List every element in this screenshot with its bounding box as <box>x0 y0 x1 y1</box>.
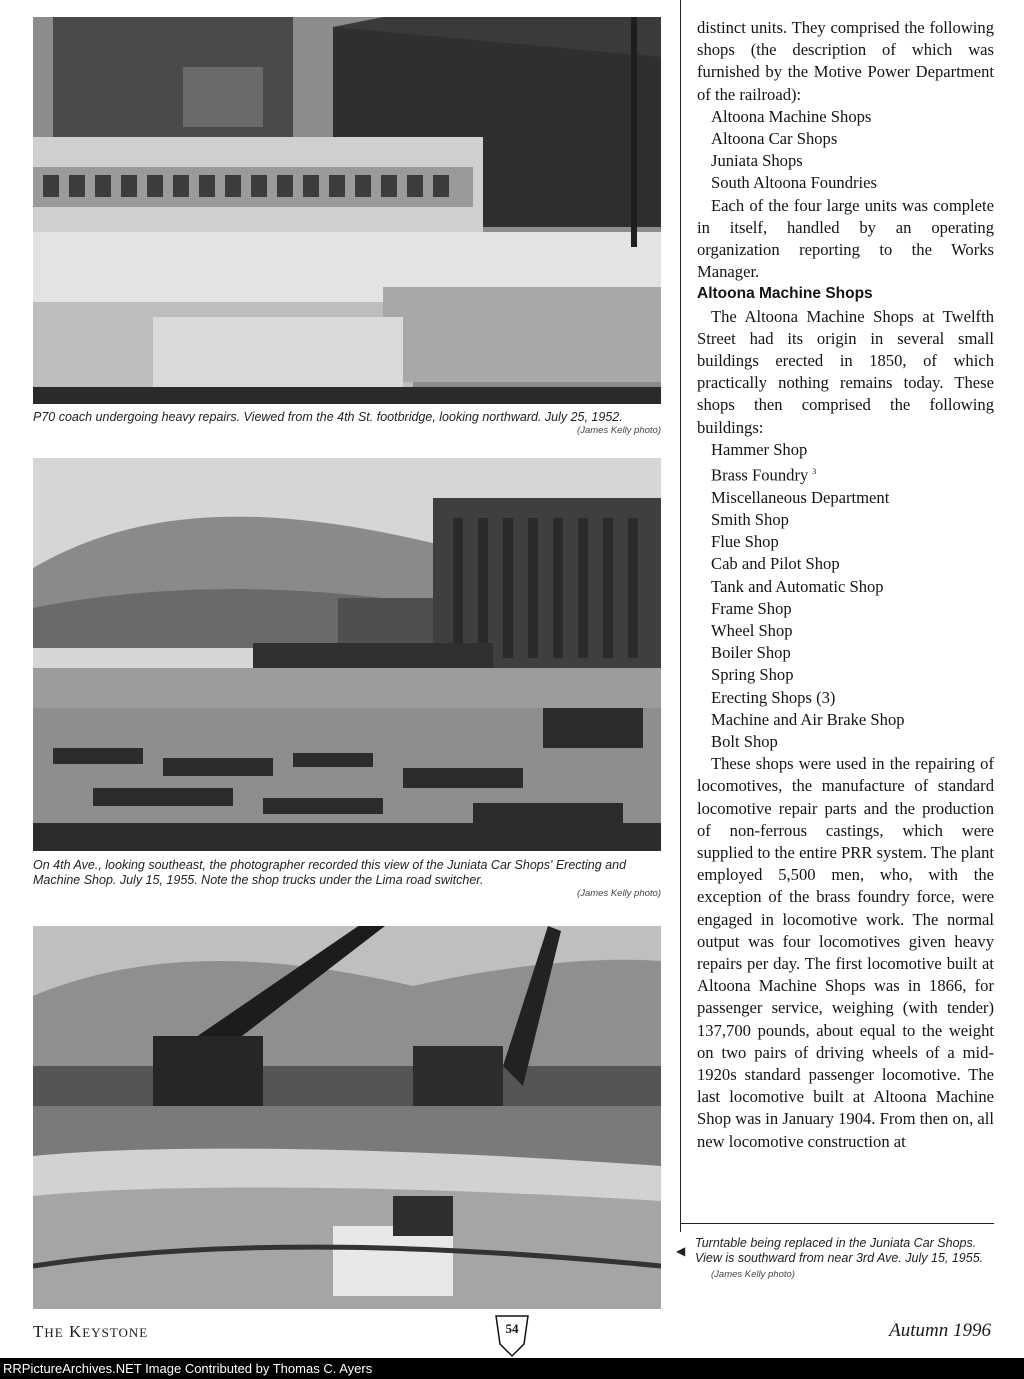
caption-coach-text: P70 coach undergoing heavy repairs. Viewed from the 4th St. footbridge, looking northward. July 25, 1952. <box>33 410 623 424</box>
building-item <box>711 461 994 487</box>
caption-rule <box>680 1223 994 1224</box>
column-rule <box>680 0 681 1232</box>
erecting-shop-photo-illustration <box>33 458 661 851</box>
article-column <box>697 17 994 1153</box>
building-item: Miscellaneous Department <box>711 487 890 507</box>
photo-coach-repairs <box>33 17 661 404</box>
watermark-banner: RRPictureArchives.NET Image Contributed by Thomas C. Ayers <box>0 1358 1024 1379</box>
building-item: Spring Shop <box>711 665 794 685</box>
article-intro: distinct units. They comprised the following shops (the description of which was furnished by the Motive Power Department of the railroad): <box>697 18 994 104</box>
turntable-photo-illustration <box>33 926 661 1309</box>
caption-turntable-text: Turntable being replaced in the Juniata Car Shops. View is southward from near 3rd Ave. July 15, 1955. <box>695 1236 984 1265</box>
building-item: Wheel Shop <box>711 621 793 641</box>
credit-turntable: (James Kelly photo) <box>711 1269 795 1280</box>
caption-turntable <box>676 1236 994 1282</box>
building-item: Machine and Air Brake Shop <box>711 709 905 729</box>
title-initial: K <box>68 1322 83 1341</box>
building-item: Bolt Shop <box>711 732 778 752</box>
credit-coach: (James Kelly photo) <box>577 425 661 436</box>
left-arrow-icon: ◀ <box>676 1244 686 1258</box>
building-item: Flue Shop <box>711 532 779 552</box>
building-item: Boiler Shop <box>711 643 791 663</box>
issue-date: Autumn 1996 <box>889 1320 991 1341</box>
building-item: Hammer Shop <box>711 439 808 459</box>
title-rest: HE <box>44 1325 64 1340</box>
article-para-output: These shops were used in the repairing of locomotives, the manufacture of standard locomotive repair parts and the production of non-ferrous castings, which were supplied to the entire PRR system. The plant employed 5,500 men, who, with the exception of the brass foundry force, were engaged in locomotive work. The normal output was four locomotives given heavy repairs per day. The first locomotive built at Altoona Machine Shops was in 1866, for passenger service, weighing (with tender) 137,700 pounds, about equal to the weight on two pairs of driving wheels of a mid-1920s standard passenger locomotive. The last locomotive built at Altoona Machine Shop was in January 1904. From then on, all new locomotive construction at <box>697 754 994 1151</box>
units-list <box>697 106 994 195</box>
credit-erecting-shop: (James Kelly photo) <box>577 888 661 899</box>
coach-photo-illustration <box>33 17 661 404</box>
title-rest: EYSTONE <box>82 1325 149 1340</box>
article-para-origin: The Altoona Machine Shops at Twelfth Street had its origin in several small buildings erected in 1850, of which practically nothing remains today. These shops then comprised the following buildings: <box>697 306 994 437</box>
caption-coach <box>33 410 661 436</box>
building-item: Cab and Pilot Shop <box>711 554 840 574</box>
buildings-list <box>697 439 994 753</box>
page-number: 54 <box>505 1321 519 1336</box>
photo-erecting-shop <box>33 458 661 851</box>
unit-item: South Altoona Foundries <box>711 173 877 193</box>
building-item: Frame Shop <box>711 598 792 618</box>
unit-item: Altoona Car Shops <box>711 129 838 149</box>
caption-erecting-shop-text: On 4th Ave., looking southeast, the photographer recorded this view of the Juniata Car Shops' Erecting and Machine Shop. July 15, 1955. Note the shop trucks under the Lima road switcher. <box>33 858 627 887</box>
caption-turntable-body <box>695 1236 994 1282</box>
footnote-ref: 3 <box>812 467 817 477</box>
building-item: Tank and Automatic Shop <box>711 576 884 596</box>
building-item: Smith Shop <box>711 510 789 529</box>
building-item-label: Brass Foundry <box>711 465 809 485</box>
caption-erecting-shop <box>33 858 661 899</box>
building-item: Erecting Shops (3) <box>711 687 836 707</box>
article-para-units: Each of the four large units was complete in itself, handled by an operating organization reporting to the Works Manager. <box>697 195 994 282</box>
title-initial: T <box>33 1322 45 1341</box>
photo-turntable <box>33 926 661 1309</box>
section-heading: Altoona Machine Shops <box>697 285 873 303</box>
unit-item: Altoona Machine Shops <box>711 106 872 126</box>
magazine-title <box>33 1322 148 1342</box>
unit-item: Juniata Shops <box>711 151 803 171</box>
